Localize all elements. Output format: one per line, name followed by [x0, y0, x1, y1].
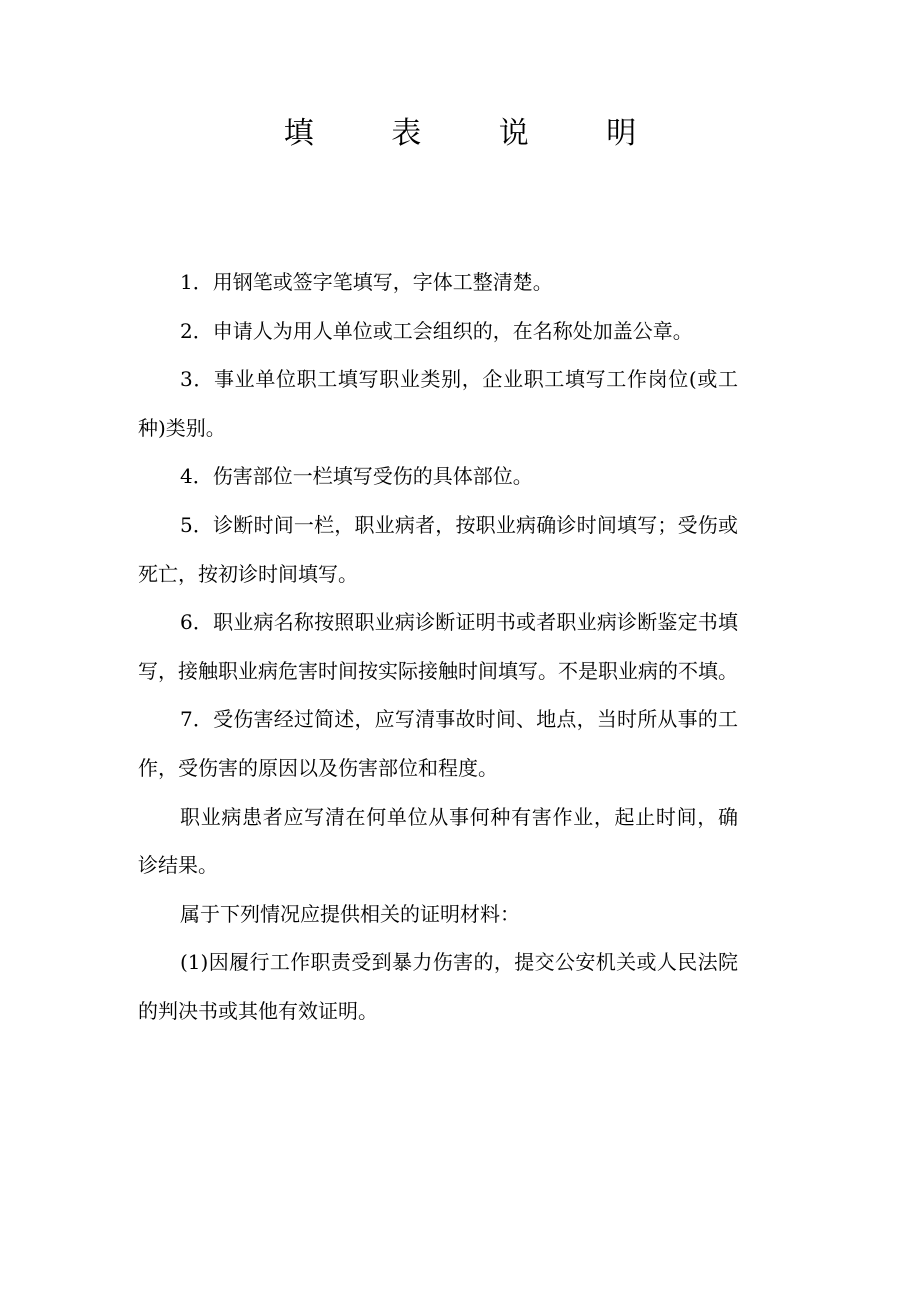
- instruction-paragraph-1: 1．用钢笔或签字笔填写，字体工整清楚。: [180, 270, 553, 294]
- instruction-paragraph-7: 7．受伤害经过简述，应写清事故时间、地点，当时所从事的工作，受伤害的原因以及伤害部位和程度。: [138, 707, 738, 780]
- supporting-materials-heading: 属于下列情况应提供相关的证明材料：: [180, 901, 520, 926]
- instruction-paragraph-5: 5．诊断时间一栏，职业病者，按职业病确诊时间填写；受伤或死亡，按初诊时间填写。: [138, 512, 738, 586]
- occupational-disease-note: 职业病患者应写清在何单位从事何种有害作业，起止时间，确诊结果。: [138, 804, 738, 878]
- supporting-material-item-1: (1)因履行工作职责受到暴力伤害的，提交公安机关或人民法院的判决书或其他有效证明。: [138, 950, 738, 1023]
- instruction-paragraph-4: 4．伤害部位一栏填写受伤的具体部位。: [180, 464, 533, 489]
- page-title: 填 表 说 明: [283, 116, 671, 151]
- instruction-paragraph-6: 6．职业病名称按照职业病诊断证明书或者职业病诊断鉴定书填写，接触职业病危害时间按实际接触时间填写。不是职业病的不填。: [138, 610, 738, 683]
- instruction-paragraph-3: 3．事业单位职工填写职业类别，企业职工填写工作岗位(或工种)类别。: [138, 367, 738, 440]
- instruction-paragraph-2: 2．申请人为用人单位或工会组织的，在名称处加盖公章。: [180, 318, 693, 343]
- instructions-body: [138, 258, 738, 1036]
